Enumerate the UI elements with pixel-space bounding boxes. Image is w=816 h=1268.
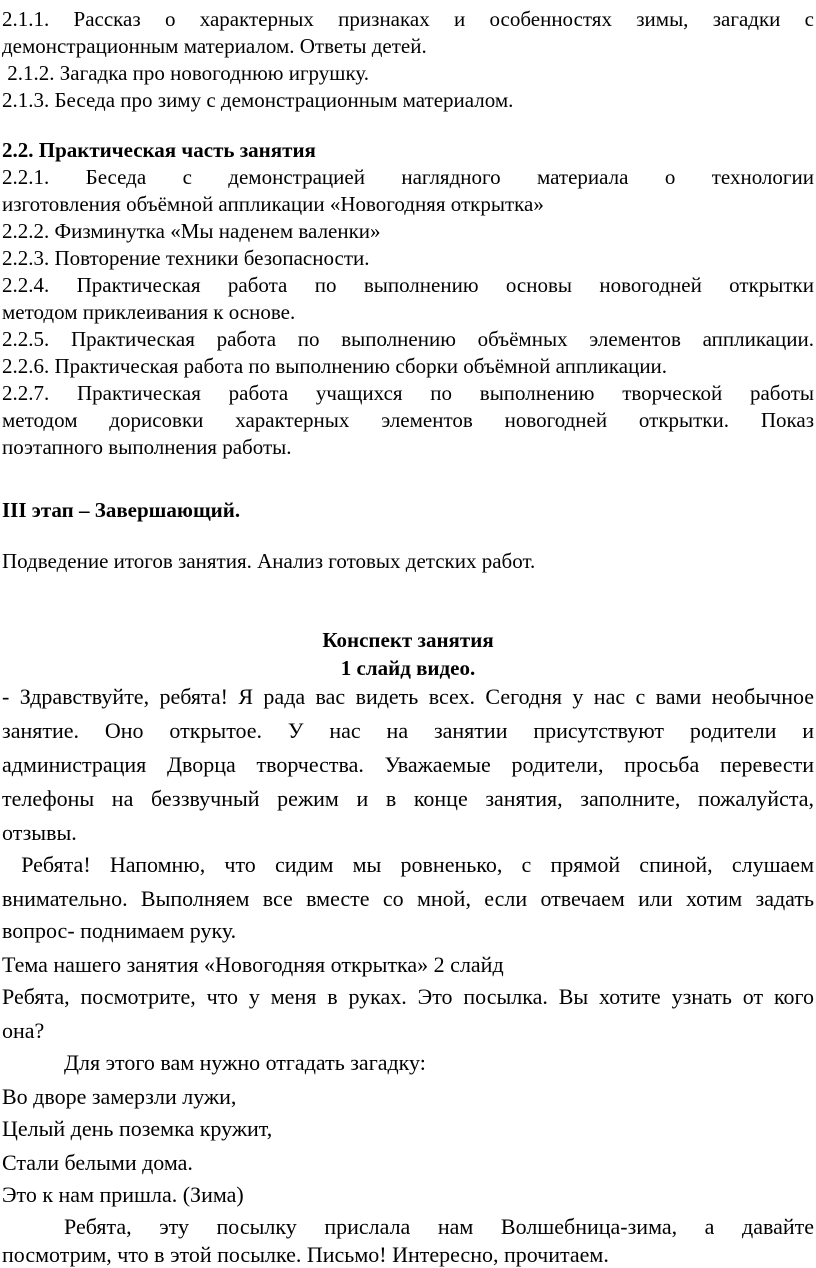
summary-title: Конспект занятия [322, 628, 494, 652]
list-item: поэтапного выполнения работы. [2, 435, 292, 459]
paragraph-line: администрация Дворца творчества. Уважаемые родители, просьба перевести [2, 752, 814, 777]
paragraph-line: Ребята! Напомню, что сидим мы ровненько, с прямой спиной, слушаем [2, 852, 814, 877]
stage-heading: III этап – Завершающий. [2, 498, 241, 522]
list-item: демонстрационным материалом. Ответы детей. [2, 34, 427, 58]
list-item: 2.2.6. Практическая работа по выполнению сборки объёмной аппликации. [2, 354, 668, 378]
paragraph-line: Для этого вам нужно отгадать загадку: [64, 1050, 426, 1075]
list-item: изготовления объёмной аппликации «Новогодняя открытка» [2, 192, 544, 216]
list-item: 2.1.1. Рассказ о характерных признаках и особенностях зимы, загадки с [2, 7, 814, 31]
list-item: 2.2.4. Практическая работа по выполнению основы новогодней открытки [2, 273, 814, 297]
list-item: методом приклеивания к основе. [2, 300, 296, 324]
paragraph-line: телефоны на беззвучный режим и в конце занятия, заполните, пожалуйста, [2, 786, 814, 811]
paragraph-line: Ребята, эту посылку прислала нам Волшебница-зима, а давайте [64, 1214, 814, 1239]
riddle-line: Во дворе замерзли лужи, [2, 1084, 237, 1109]
riddle-line: Стали белыми дома. [2, 1150, 193, 1175]
list-item: 2.2.7. Практическая работа учащихся по выполнению творческой работы [2, 381, 814, 405]
list-item: 2.1.3. Беседа про зиму с демонстрационным материалом. [2, 88, 514, 112]
paragraph-line: Тема нашего занятия «Новогодняя открытка» 2 слайд [2, 952, 504, 977]
paragraph-line: внимательно. Выполняем все вместе со мной, если отвечаем или хотим задать [2, 886, 814, 911]
paragraph-line: она? [2, 1018, 45, 1043]
list-item: методом дорисовки характерных элементов новогодней открытки. Показ [2, 408, 814, 432]
paragraph-line: занятие. Оно открытое. У нас на занятии присутствуют родители и [2, 718, 814, 743]
paragraph: Подведение итогов занятия. Анализ готовых детских работ. [2, 549, 536, 573]
section-heading: 2.2. Практическая часть занятия [2, 138, 316, 162]
riddle-line: Целый день поземка кружит, [2, 1116, 273, 1141]
riddle-line: Это к нам пришла. (Зима) [2, 1182, 244, 1207]
list-item: 2.2.1. Беседа с демонстрацией наглядного материала о технологии [2, 165, 814, 189]
list-item: 2.2.2. Физминутка «Мы наденем валенки» [2, 219, 381, 243]
list-item: 2.2.3. Повторение техники безопасности. [2, 246, 370, 270]
list-item: 2.1.2. Загадка про новогоднюю игрушку. [2, 61, 369, 85]
paragraph-line: посмотрим, что в этой посылке. Письмо! Интересно, прочитаем. [2, 1242, 609, 1267]
paragraph-line: отзывы. [2, 820, 77, 845]
paragraph-line: Ребята, посмотрите, что у меня в руках. Это посылка. Вы хотите узнать от кого [2, 984, 814, 1009]
list-item: 2.2.5. Практическая работа по выполнению объёмных элементов аппликации. [2, 327, 814, 351]
summary-subtitle: 1 слайд видео. [340, 656, 476, 680]
paragraph-line: - Здравствуйте, ребята! Я рада вас видеть всех. Сегодня у нас с вами необычное [2, 684, 814, 709]
paragraph-line: вопрос- поднимаем руку. [2, 918, 237, 943]
